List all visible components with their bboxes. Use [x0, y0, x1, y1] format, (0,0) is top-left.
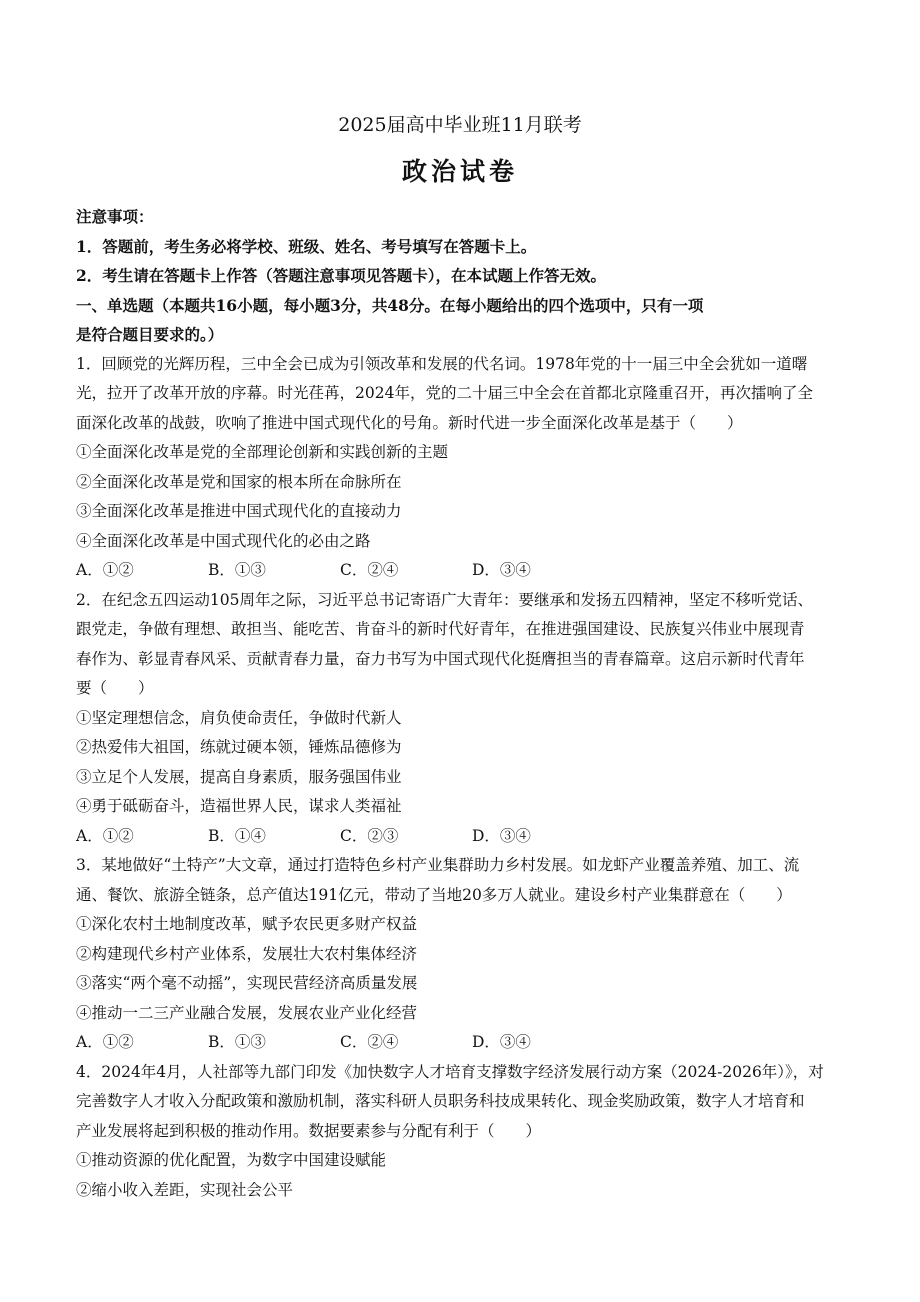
question-3: [76, 851, 848, 1058]
option-c: C．②③: [340, 826, 399, 845]
option-a: A．①②: [76, 826, 134, 845]
statement: ①全面深化改革是党的全部理论创新和实践创新的主题: [76, 443, 449, 461]
answer-options: [76, 822, 848, 852]
question-stem-line: 光，拉开了改革开放的序幕。时光荏苒，2024年，党的二十届三中全会在首都北京隆重召开，再次擂响了全: [76, 384, 813, 402]
option-c: C．②④: [340, 1033, 399, 1051]
statement: ②热爱伟大祖国，练就过硬本领，锤炼品德修为: [76, 738, 402, 756]
option-b: B．①④: [208, 826, 266, 845]
statement: ②缩小收入差距，实现社会公平: [76, 1180, 294, 1199]
statement: ②全面深化改革是党和国家的根本所在命脉所在: [76, 472, 402, 491]
statement: ①坚定理想信念，肩负使命责任，争做时代新人: [76, 708, 402, 727]
answer-options: [76, 556, 848, 586]
statement: ③全面深化改革是推进中国式现代化的直接动力: [76, 502, 402, 520]
question-1: [76, 350, 848, 586]
question-stem-line: 4．2024年4月，人社部等九部门印发《加快数字人才培育支撑数字经济发展行动方案（2024-2026年）》，对: [76, 1062, 824, 1081]
question-stem-line: 通、餐饮、旅游全链条，总产值达191亿元，带动了当地20多万人就业。建设乡村产业集群意在（ ）: [76, 885, 792, 904]
option-d: D．③④: [472, 1033, 531, 1051]
question-stem-line: 3．某地做好“土特产”大文章，通过打造特色乡村产业集群助力乡村发展。如龙虾产业覆盖养殖、加工、流: [76, 856, 800, 874]
statement: ③落实“两个毫不动摇”，实现民营经济高质量发展: [76, 974, 418, 992]
question-stem-line: 跟党走，争做有理想、敢担当、能吃苦、肯奋斗的新时代好青年，在推进强国建设、民族复兴伟业中展现青: [76, 620, 805, 638]
statement: ①推动资源的优化配置，为数字中国建设赋能: [76, 1151, 387, 1169]
section-heading-cont: 是符合题目要求的。）: [76, 325, 224, 344]
statement: ①深化农村土地制度改革，赋予农民更多财产权益: [76, 915, 418, 933]
option-a: A．①②: [76, 1033, 134, 1051]
question-stem-line: 春作为、彰显青春风采、贡献青春力量，奋力书写为中国式现代化挺膺担当的青春篇章。这启示新时代青年: [76, 649, 805, 668]
option-d: D．③④: [472, 561, 531, 579]
option-b: B．①③: [208, 1033, 266, 1051]
statement: ④勇于砥砺奋斗，造福世界人民，谋求人类福祉: [76, 797, 402, 815]
notice-item: 1．答题前，考生务必将学校、班级、姓名、考号填写在答题卡上。: [76, 236, 537, 256]
exam-content: [76, 202, 848, 1205]
option-d: D．③④: [472, 826, 531, 845]
section-heading: 一、单选题（本题共16小题，每小题3分，共48分。在每小题给出的四个选项中，只有一项: [76, 295, 704, 315]
answer-options: [76, 1028, 848, 1058]
notice-item: 2．考生请在答题卡上作答（答题注意事项见答题卡），在本试题上作答无效。: [76, 266, 607, 285]
statement: ③立足个人发展，提高自身素质，服务强国伟业: [76, 767, 402, 786]
statement: ④全面深化改革是中国式现代化的必由之路: [76, 531, 371, 550]
question-4: [76, 1058, 848, 1206]
question-stem-line: 产业发展将起到积极的推动作用。数据要素参与分配有利于（ ）: [76, 1121, 542, 1140]
statement: ④推动一二三产业融合发展，发展农业产业化经营: [76, 1003, 418, 1022]
option-a: A．①②: [76, 561, 134, 579]
option-c: C．②④: [340, 561, 399, 579]
exam-subtitle: 2025届高中毕业班11月联考: [338, 114, 582, 136]
question-stem-line: 面深化改革的战鼓，吹响了推进中国式现代化的号角。新时代进一步全面深化改革是基于（ ）: [76, 413, 743, 432]
question-2: [76, 586, 848, 852]
question-stem-line: 完善数字人才收入分配政策和激励机制，落实科研人员职务科技成果转化、现金奖励政策，数字人才培育和: [76, 1092, 805, 1110]
question-stem-line: 要（ ）: [76, 679, 154, 697]
notice-heading: 注意事项：: [76, 207, 154, 226]
statement: ②构建现代乡村产业体系，发展壮大农村集体经济: [76, 944, 418, 963]
question-stem-line: 2．在纪念五四运动105周年之际，习近平总书记寄语广大青年：要继承和发扬五四精神，坚定不移听党话、: [76, 590, 813, 609]
exam-title: 政治试卷: [401, 157, 518, 186]
option-b: B．①③: [208, 561, 266, 579]
question-stem-line: 1．回顾党的光辉历程，三中全会已成为引领改革和发展的代名词。1978年党的十一届三中全会犹如一道曙: [76, 354, 808, 373]
